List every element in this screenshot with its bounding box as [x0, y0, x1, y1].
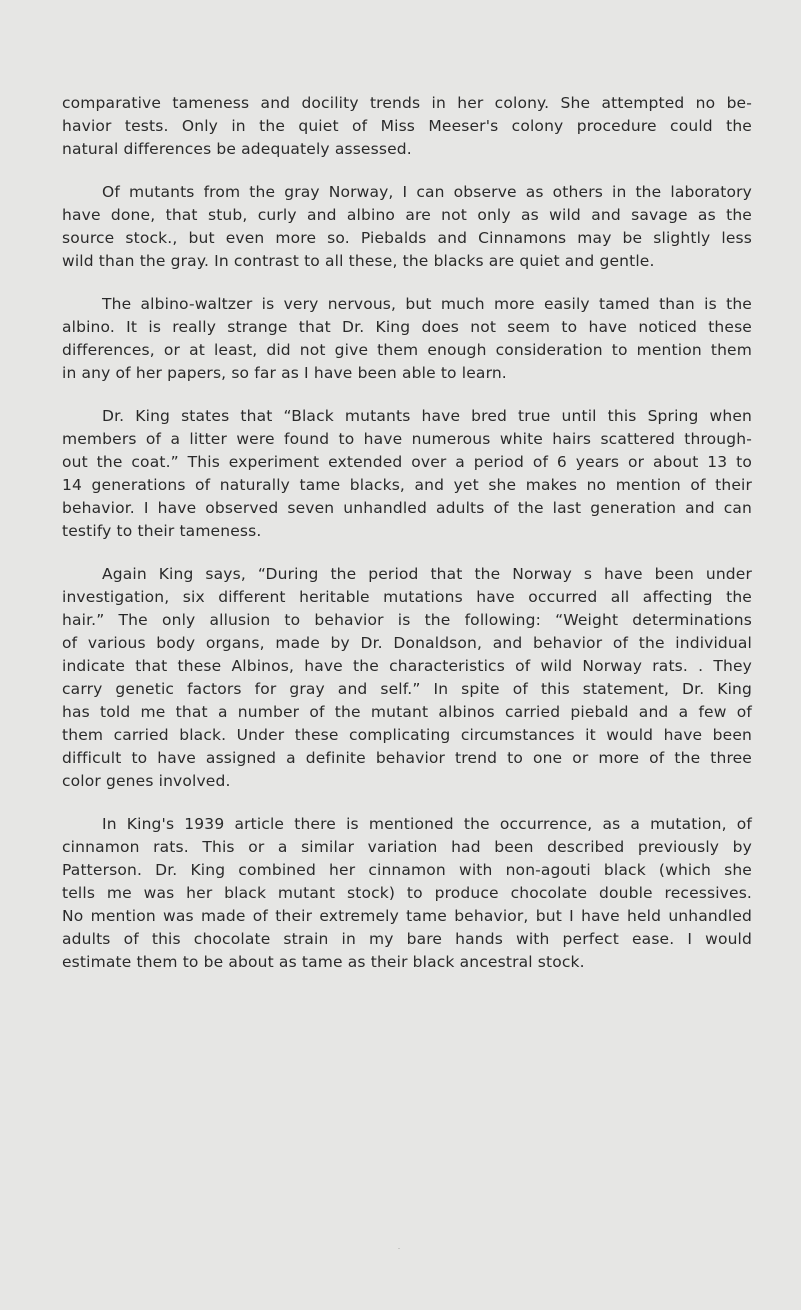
text-line: estimate them to be about as tame as their black ancestral stock. — [62, 953, 585, 971]
text-line: them carried black. Under these complicating circumstances it would have been — [62, 726, 752, 744]
text-line: difficult to have assigned a definite behavior trend to one or more of the three — [62, 749, 752, 767]
paper-speck — [398, 1248, 400, 1249]
text-line: differences, or at least, did not give them enough consideration to mention them — [62, 341, 752, 359]
paragraph-4 — [62, 405, 752, 543]
text-line: carry genetic factors for gray and self.” In spite of this statement, Dr. King — [62, 680, 752, 698]
text-line: Again King says, “During the period that the Norway s have been under — [102, 565, 752, 583]
text-line: hair.” The only allusion to behavior is the following: “Weight determinations — [62, 611, 752, 629]
text-line: investigation, six different heritable mutations have occurred all affecting the — [62, 588, 752, 606]
text-line: has told me that a number of the mutant albinos carried piebald and a few of — [62, 703, 752, 721]
text-line: The albino-waltzer is very nervous, but much more easily tamed than is the — [102, 295, 752, 313]
text-line: natural differences be adequately assessed. — [62, 140, 412, 158]
text-line: behavior. I have observed seven unhandled adults of the last generation and can — [62, 499, 752, 517]
text-line: indicate that these Albinos, have the characteristics of wild Norway rats. . They — [62, 657, 752, 675]
paragraph-2 — [62, 181, 752, 273]
text-line: 14 generations of naturally tame blacks, and yet she makes no mention of their — [62, 476, 752, 494]
paragraph-1 — [62, 92, 752, 161]
text-line: comparative tameness and docility trends in her colony. She attempted no be- — [62, 94, 752, 112]
text-line: Of mutants from the gray Norway, I can observe as others in the laboratory — [102, 183, 752, 201]
paragraph-3 — [62, 293, 752, 385]
text-line: in any of her papers, so far as I have been able to learn. — [62, 364, 507, 382]
paragraph-6 — [62, 813, 752, 974]
paragraph-5 — [62, 563, 752, 793]
text-line: adults of this chocolate strain in my bare hands with perfect ease. I would — [62, 930, 752, 948]
text-line: of various body organs, made by Dr. Donaldson, and behavior of the individual — [62, 634, 752, 652]
text-line: Dr. King states that “Black mutants have bred true until this Spring when — [102, 407, 752, 425]
text-line: members of a litter were found to have numerous white hairs scattered through- — [62, 430, 752, 448]
text-line: Patterson. Dr. King combined her cinnamon with non-agouti black (which she — [62, 861, 752, 879]
text-line: In King's 1939 article there is mentioned the occurrence, as a mutation, of — [102, 815, 752, 833]
text-line: have done, that stub, curly and albino are not only as wild and savage as the — [62, 206, 752, 224]
text-line: out the coat.” This experiment extended over a period of 6 years or about 13 to — [62, 453, 752, 471]
text-line: color genes involved. — [62, 772, 231, 790]
text-line: No mention was made of their extremely tame behavior, but I have held unhandled — [62, 907, 752, 925]
text-line: tells me was her black mutant stock) to produce chocolate double recessives. — [62, 884, 752, 902]
text-line: havior tests. Only in the quiet of Miss Meeser's colony procedure could the — [62, 117, 752, 135]
text-line: testify to their tameness. — [62, 522, 262, 540]
text-line: cinnamon rats. This or a similar variation had been described previously by — [62, 838, 752, 856]
text-line: wild than the gray. In contrast to all these, the blacks are quiet and gentle. — [62, 252, 655, 270]
text-line: source stock., but even more so. Piebalds and Cinnamons may be slightly less — [62, 229, 752, 247]
text-line: albino. It is really strange that Dr. King does not seem to have noticed these — [62, 318, 752, 336]
body-text — [62, 92, 752, 994]
